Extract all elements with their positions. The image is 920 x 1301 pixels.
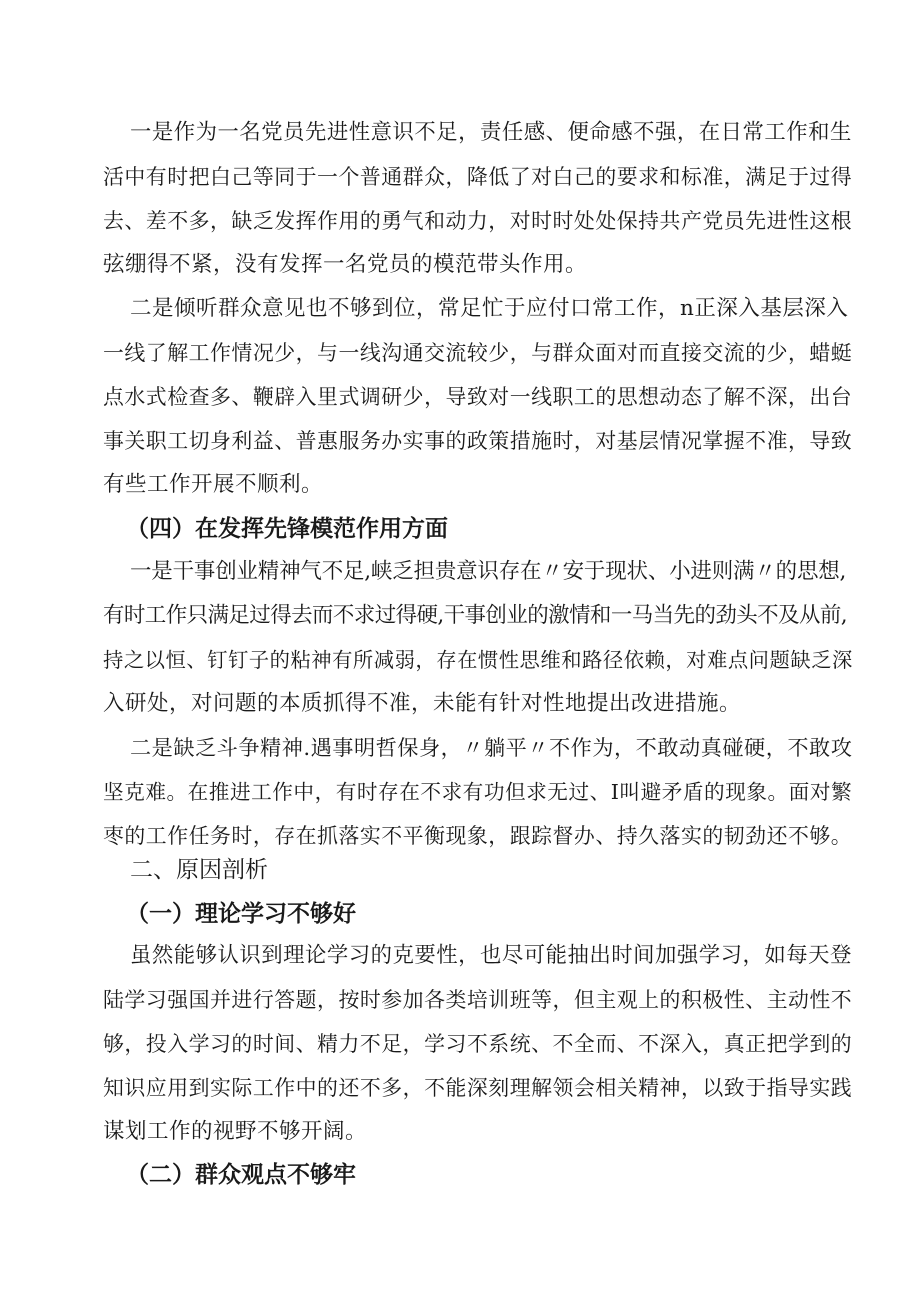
text-line: 入研处，对问题的本质抓得不准，未能有针对性地提出改进措施。 [103,691,742,716]
text-line: 枣的工作任务时，存在抓落实不平衡现象，跟踪督办、持久落实的韧劲还不够。 [103,824,853,848]
text-line: 陆学习强国并进行答题，按时参加各类培训班等，但主观上的积极性、主动性不 [103,988,853,1012]
text-line: 事关职工切身利益、普惠服务办实事的政策措施时，对基层情况掌握不准，导致 [103,429,853,453]
text-line: 一线了解工作情况少，与一线沟通交流较少，与群众面对而直接交流的少，蜡蜓 [103,341,853,365]
text-line: 一是干事创业精神气不足,峡乏担贵意识存在〃安于现状、小进则满〃的思想, [130,559,847,584]
text-line: 点水式检查多、鞭辟入里式调研少，导致对一线职工的思想动态了解不深，出台 [103,385,853,409]
section-heading-4: （四）在发挥先锋模范作用方面 [126,516,448,542]
text-line: 知识应用到实际工作中的还不多，不能深刻理解领会相关精神，以致于指导实践 [103,1076,853,1100]
section-heading-1: （一）理论学习不够好 [126,901,356,927]
section-heading-2: （二）群众观点不够牢 [126,1162,356,1188]
text-line: 二是缺乏斗争精神.遇事明哲保身，〃躺平〃不作为，不敢动真碰硬，不敢攻 [130,735,853,760]
text-line: 够，投入学习的时间、精力不足，学习不系统、不全而、不深入，真正把学到的 [103,1032,853,1056]
text-line: 一是作为一名党员先进性意识不足，责任感、便命感不强，在日常工作和生 [130,120,852,145]
section-heading-cause-analysis: 二、原因剖析 [130,857,268,883]
text-line: 活中有时把白己等同于一个普通群众，降低了对白己的要求和标准，满足于过得 [103,165,853,189]
text-line: 去、差不多，缺乏发挥作用的勇气和动力，对时时处处保持共产党员先进性这根 [103,209,853,233]
text-line: 虽然能够认识到理论学习的克要性，也尽可能抽出时间加强学习，如每天登 [130,943,852,968]
text-line: 有些工作开展不顺利。 [103,472,324,497]
text-line: 弦绷得不紧，没有发挥一名党员的模范带头作用。 [103,252,588,277]
text-line: 二是倾听群众意见也不够到位，常足忙于应付口常工作，n正深入基层深入 [130,296,849,321]
text-line: 坚克难。在推进工作中，有时存在不求有功但求无过、I叫避矛盾的现象。面对繁 [103,780,853,804]
text-line: 谋划工作的视野不够开阔。 [103,1119,368,1144]
text-line: 有时工作只满足过得去而不求过得硬,干事创业的激情和一马当先的劲头不及从前, [103,603,847,628]
text-line: 持之以恒、钉钉子的粘神有所减弱，存在惯性思维和路径依赖，对难点问题缺乏深 [103,648,853,672]
